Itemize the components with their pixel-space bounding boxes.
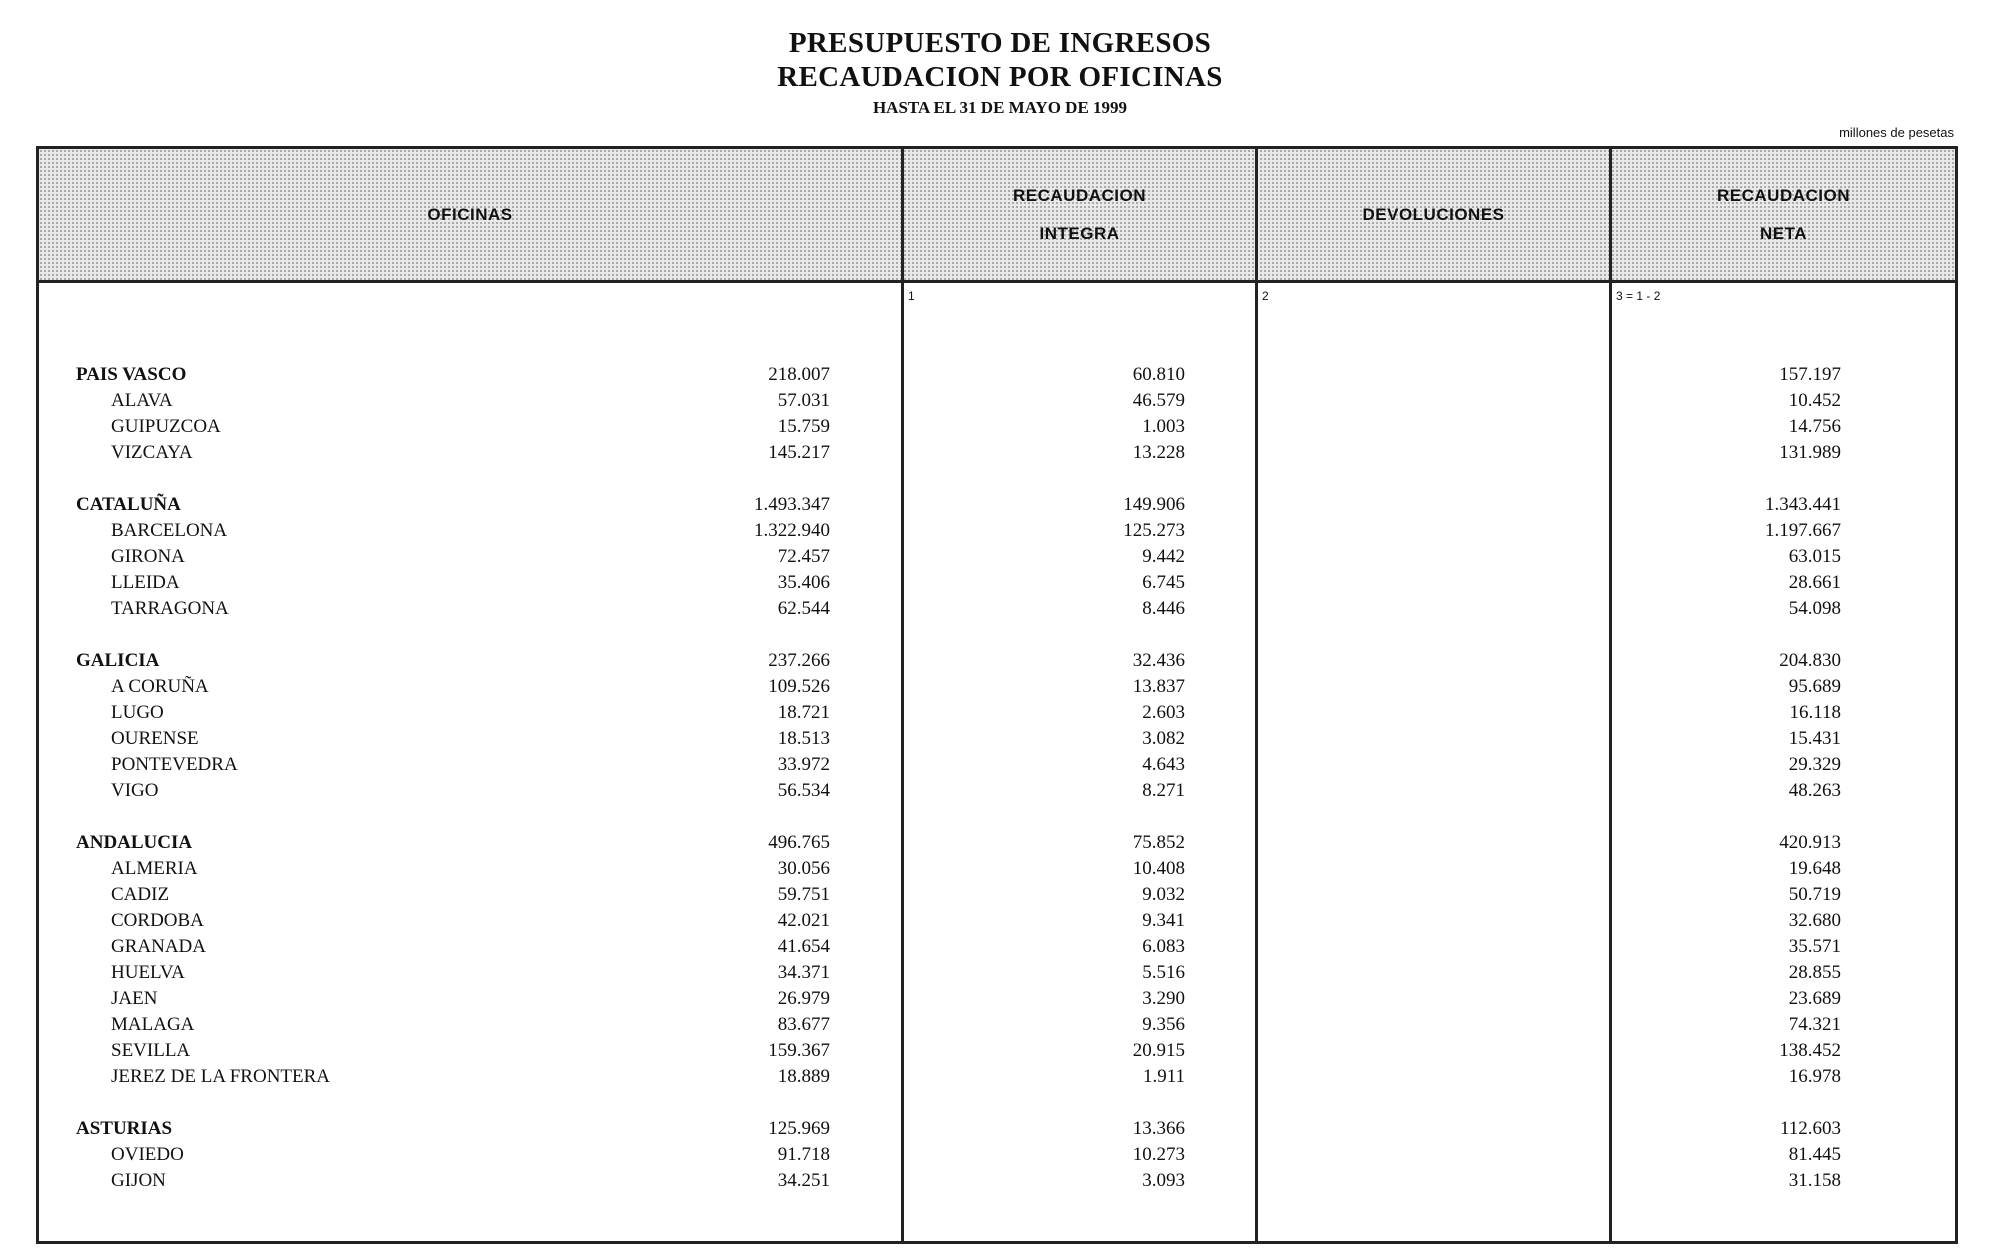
recaudacion-neta-value: 50.719 <box>1788 884 1841 905</box>
recaudacion-neta-value: 16.978 <box>1788 1066 1841 1087</box>
office-name: PAIS VASCO <box>76 364 187 385</box>
office-row <box>39 596 1955 622</box>
title-line-1: PRESUPUESTO DE INGRESOS <box>788 27 1212 59</box>
office-name: ASTURIAS <box>76 1118 173 1139</box>
office-name: LLEIDA <box>111 572 180 593</box>
recaudacion-neta-value: 112.603 <box>1779 1118 1841 1139</box>
office-name: PONTEVEDRA <box>111 754 238 775</box>
region-row <box>39 1116 1955 1142</box>
recaudacion-neta-value: 19.648 <box>1788 858 1841 879</box>
recaudacion-integra-value: 496.765 <box>768 832 830 853</box>
devoluciones-value: 13.837 <box>1132 676 1185 697</box>
recaudacion-integra-value: 56.534 <box>777 780 830 801</box>
recaudacion-integra-value: 15.759 <box>777 416 830 437</box>
recaudacion-integra-value: 1.322.940 <box>754 520 830 541</box>
devoluciones-value: 9.442 <box>1142 546 1185 567</box>
recaudacion-integra-value: 57.031 <box>777 390 830 411</box>
recaudacion-integra-value: 41.654 <box>777 936 830 957</box>
devoluciones-value: 3.093 <box>1142 1170 1185 1191</box>
office-name: CORDOBA <box>111 910 204 931</box>
office-row <box>39 700 1955 726</box>
devoluciones-value: 10.408 <box>1132 858 1185 879</box>
recaudacion-integra-value: 42.021 <box>777 910 830 931</box>
devoluciones-value: 60.810 <box>1132 364 1185 385</box>
office-row <box>39 518 1955 544</box>
devoluciones-value: 13.228 <box>1132 442 1185 463</box>
devoluciones-value: 1.003 <box>1142 416 1185 437</box>
recaudacion-neta-value: 29.329 <box>1788 754 1841 775</box>
recaudacion-neta-value: 35.571 <box>1788 936 1841 957</box>
office-name: TARRAGONA <box>111 598 229 619</box>
office-name: GUIPUZCOA <box>111 416 221 437</box>
recaudacion-integra-value: 26.979 <box>777 988 830 1009</box>
recaudacion-integra-value: 145.217 <box>768 442 830 463</box>
office-row <box>39 570 1955 596</box>
office-name: OURENSE <box>111 728 199 749</box>
recaudacion-neta-value: 48.263 <box>1788 780 1841 801</box>
office-row <box>39 544 1955 570</box>
recaudacion-neta-value: 54.098 <box>1788 598 1841 619</box>
recaudacion-integra-value: 72.457 <box>777 546 830 567</box>
recaudacion-integra-value: 125.969 <box>768 1118 830 1139</box>
recaudacion-integra-value: 109.526 <box>768 676 830 697</box>
devoluciones-value: 4.643 <box>1142 754 1185 775</box>
devoluciones-value: 5.516 <box>1142 962 1185 983</box>
office-name: JEREZ DE LA FRONTERA <box>111 1066 331 1087</box>
office-name: CATALUÑA <box>76 494 181 515</box>
office-row <box>39 440 1955 466</box>
recaudacion-neta-value: 1.197.667 <box>1765 520 1841 541</box>
recaudacion-neta-value: 31.158 <box>1788 1170 1841 1191</box>
devoluciones-value: 1.911 <box>1142 1066 1185 1087</box>
recaudacion-integra-value: 34.371 <box>777 962 830 983</box>
recaudacion-integra-value: 35.406 <box>777 572 830 593</box>
recaudacion-neta-value: 14.756 <box>1788 416 1841 437</box>
office-name: GIRONA <box>111 546 185 567</box>
office-name: JAEN <box>111 988 158 1009</box>
recaudacion-neta-value: 95.689 <box>1788 676 1841 697</box>
recaudacion-neta-value: 32.680 <box>1788 910 1841 931</box>
col-header-integra: RECAUDACION INTEGRA <box>1013 185 1146 243</box>
region-row <box>39 492 1955 518</box>
devoluciones-value: 6.745 <box>1142 572 1185 593</box>
devoluciones-value: 9.032 <box>1142 884 1185 905</box>
office-name: VIZCAYA <box>111 442 193 463</box>
report-date: HASTA EL 31 DE MAYO DE 1999 <box>872 98 1128 117</box>
devoluciones-value: 75.852 <box>1132 832 1185 853</box>
recaudacion-integra-value: 33.972 <box>777 754 830 775</box>
devoluciones-value: 3.082 <box>1142 728 1185 749</box>
col-header-neta: RECAUDACION NETA <box>1717 185 1850 243</box>
office-name: HUELVA <box>111 962 185 983</box>
recaudacion-neta-value: 1.343.441 <box>1765 494 1841 515</box>
units-label: millones de pesetas <box>1839 125 1954 140</box>
devoluciones-value: 8.446 <box>1142 598 1185 619</box>
col-number-3: 3 = 1 - 2 <box>1616 289 1661 303</box>
recaudacion-integra-value: 159.367 <box>768 1040 830 1061</box>
office-row <box>39 388 1955 414</box>
office-name: GRANADA <box>111 936 206 957</box>
recaudacion-integra-value: 18.889 <box>777 1066 830 1087</box>
devoluciones-value: 46.579 <box>1132 390 1185 411</box>
office-row <box>39 674 1955 700</box>
office-name: VIGO <box>111 780 159 801</box>
office-name: GIJON <box>111 1170 166 1191</box>
office-row <box>39 856 1955 882</box>
devoluciones-value: 125.273 <box>1123 520 1185 541</box>
devoluciones-value: 149.906 <box>1123 494 1185 515</box>
devoluciones-value: 9.356 <box>1142 1014 1185 1035</box>
office-name: LUGO <box>111 702 164 723</box>
recaudacion-neta-value: 28.661 <box>1788 572 1841 593</box>
report-title <box>0 26 2000 120</box>
recaudacion-integra-value: 62.544 <box>777 598 830 619</box>
office-name: SEVILLA <box>111 1040 191 1061</box>
col-number-2: 2 <box>1262 289 1269 303</box>
table-body <box>39 362 1955 1194</box>
office-row <box>39 1142 1955 1168</box>
office-row <box>39 882 1955 908</box>
recaudacion-neta-value: 204.830 <box>1779 650 1841 671</box>
office-name: ANDALUCIA <box>76 832 193 853</box>
devoluciones-value: 8.271 <box>1142 780 1185 801</box>
devoluciones-value: 32.436 <box>1132 650 1185 671</box>
recaudacion-neta-value: 157.197 <box>1779 364 1841 385</box>
recaudacion-neta-value: 15.431 <box>1788 728 1841 749</box>
col-header-devoluciones: DEVOLUCIONES <box>1362 204 1505 224</box>
recaudacion-integra-value: 59.751 <box>777 884 830 905</box>
recaudacion-neta-value: 131.989 <box>1779 442 1841 463</box>
col-number-1: 1 <box>908 289 915 303</box>
office-name: OVIEDO <box>111 1144 184 1165</box>
recaudacion-neta-value: 420.913 <box>1779 832 1841 853</box>
recaudacion-integra-value: 30.056 <box>777 858 830 879</box>
office-name: A CORUÑA <box>111 676 209 697</box>
office-name: MALAGA <box>111 1014 195 1035</box>
recaudacion-integra-value: 1.493.347 <box>754 494 830 515</box>
region-row <box>39 362 1955 388</box>
office-row <box>39 1038 1955 1064</box>
devoluciones-value: 3.290 <box>1142 988 1185 1009</box>
recaudacion-integra-value: 34.251 <box>777 1170 830 1191</box>
devoluciones-value: 20.915 <box>1132 1040 1185 1061</box>
recaudacion-integra-value: 18.513 <box>777 728 830 749</box>
recaudacion-neta-value: 10.452 <box>1788 390 1841 411</box>
office-row <box>39 414 1955 440</box>
office-row <box>39 1064 1955 1090</box>
office-row <box>39 986 1955 1012</box>
office-name: GALICIA <box>76 650 160 671</box>
devoluciones-value: 13.366 <box>1132 1118 1185 1139</box>
office-name: ALAVA <box>111 390 173 411</box>
devoluciones-value: 9.341 <box>1142 910 1185 931</box>
col-header-oficinas: OFICINAS <box>427 204 513 224</box>
recaudacion-integra-value: 218.007 <box>768 364 830 385</box>
region-row <box>39 648 1955 674</box>
recaudacion-neta-value: 74.321 <box>1788 1014 1841 1035</box>
recaudacion-neta-value: 63.015 <box>1788 546 1841 567</box>
office-row <box>39 934 1955 960</box>
recaudacion-integra-value: 83.677 <box>777 1014 830 1035</box>
title-line-2: RECAUDACION POR OFICINAS <box>777 61 1223 93</box>
recaudacion-neta-value: 138.452 <box>1779 1040 1841 1061</box>
office-row <box>39 1168 1955 1194</box>
office-row <box>39 908 1955 934</box>
table-header <box>39 149 1955 283</box>
office-row <box>39 726 1955 752</box>
office-row <box>39 752 1955 778</box>
recaudacion-neta-value: 23.689 <box>1788 988 1841 1009</box>
office-row <box>39 778 1955 804</box>
office-name: CADIZ <box>111 884 170 905</box>
office-name: BARCELONA <box>111 520 228 541</box>
devoluciones-value: 6.083 <box>1142 936 1185 957</box>
office-row <box>39 960 1955 986</box>
recaudacion-integra-value: 18.721 <box>777 702 830 723</box>
devoluciones-value: 10.273 <box>1132 1144 1185 1165</box>
recaudacion-integra-value: 91.718 <box>777 1144 830 1165</box>
region-row <box>39 830 1955 856</box>
recaudacion-neta-value: 81.445 <box>1788 1144 1841 1165</box>
recaudacion-neta-value: 28.855 <box>1788 962 1841 983</box>
revenue-table <box>36 146 1958 1244</box>
recaudacion-neta-value: 16.118 <box>1789 702 1841 723</box>
office-name: ALMERIA <box>111 858 198 879</box>
recaudacion-integra-value: 237.266 <box>768 650 830 671</box>
office-row <box>39 1012 1955 1038</box>
devoluciones-value: 2.603 <box>1142 702 1185 723</box>
